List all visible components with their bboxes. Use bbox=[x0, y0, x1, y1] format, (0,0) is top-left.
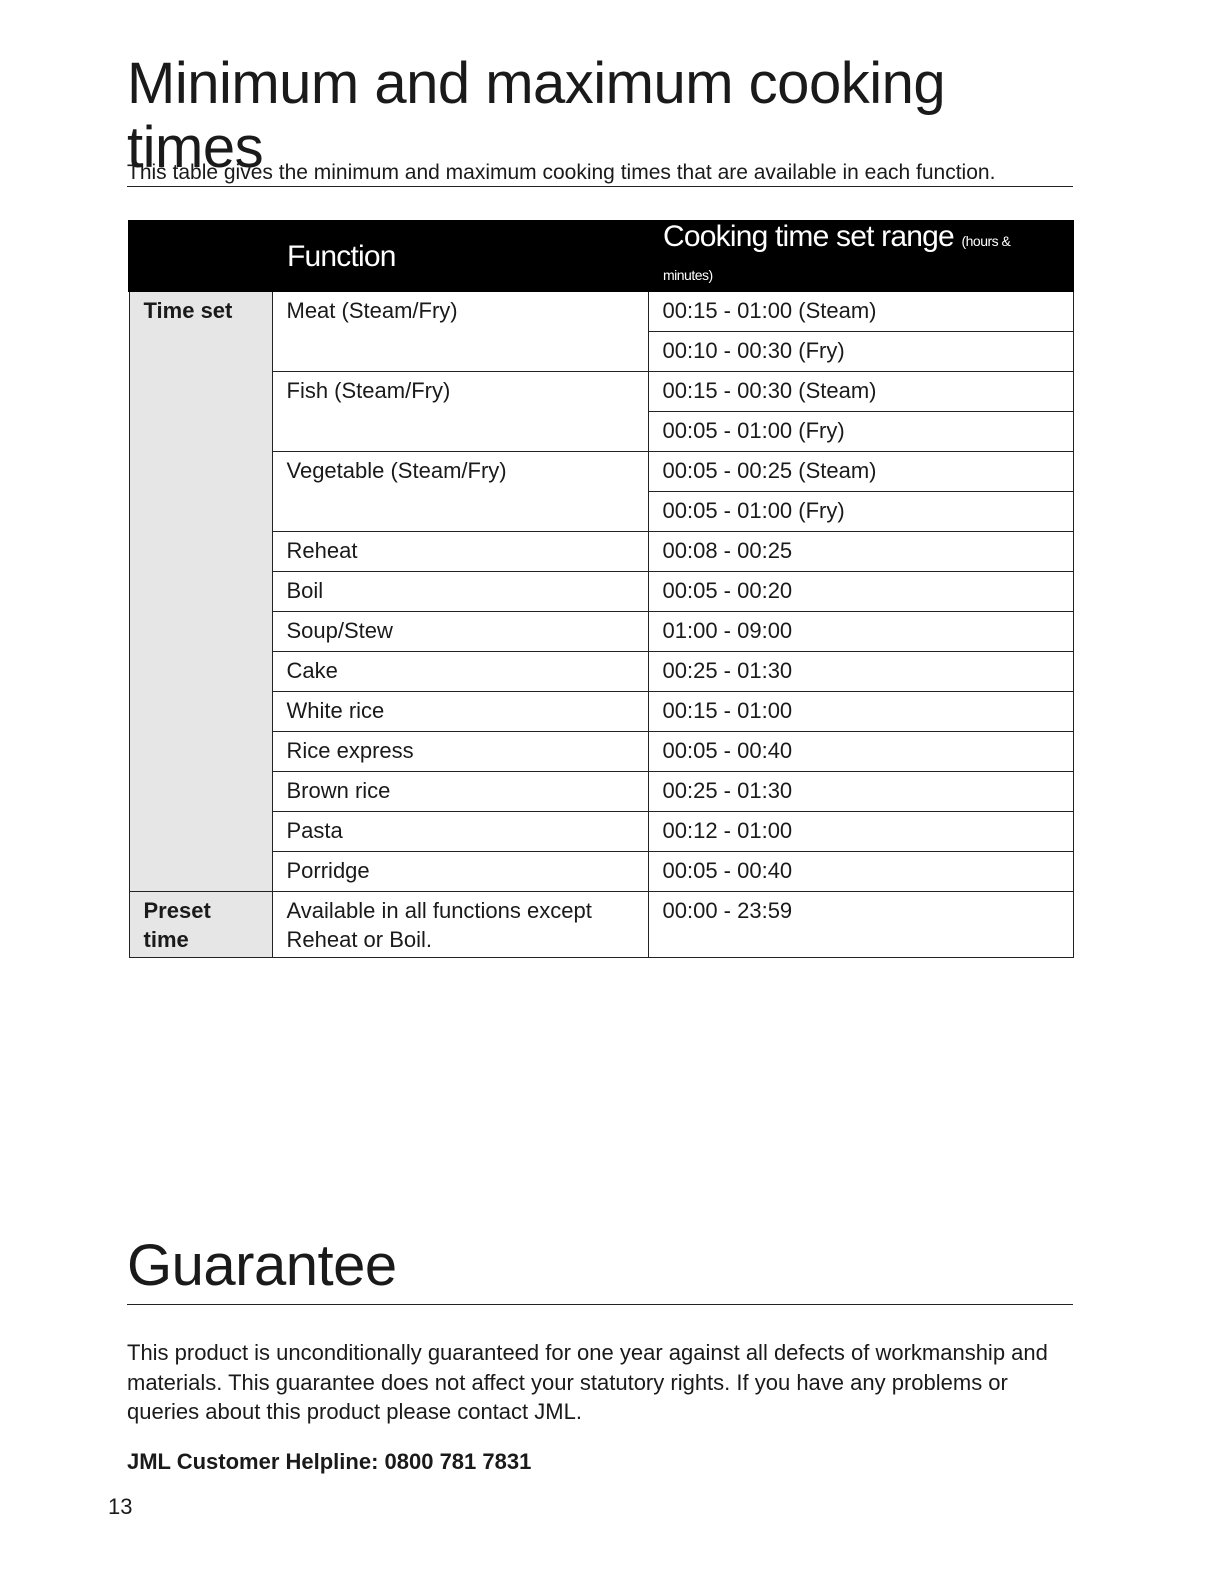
range-cell-preset: 00:00 - 23:59 bbox=[648, 892, 1073, 958]
range-cell: 00:05 - 01:00 (Fry) bbox=[648, 412, 1073, 452]
header-range-unit: (hours & minutes) bbox=[663, 233, 1011, 283]
range-cell: 00:15 - 01:00 bbox=[648, 692, 1073, 732]
guarantee-title: Guarantee bbox=[127, 1234, 1073, 1305]
range-cell: 00:05 - 00:25 (Steam) bbox=[648, 452, 1073, 492]
function-cell: Boil bbox=[272, 572, 648, 612]
function-cell: Porridge bbox=[272, 852, 648, 892]
range-cell: 00:12 - 01:00 bbox=[648, 812, 1073, 852]
function-cell: Fish (Steam/Fry) bbox=[272, 372, 648, 452]
table-body bbox=[129, 291, 1073, 958]
function-cell: Pasta bbox=[272, 812, 648, 852]
customer-helpline: JML Customer Helpline: 0800 781 7831 bbox=[127, 1449, 532, 1474]
range-cell: 00:05 - 00:40 bbox=[648, 732, 1073, 772]
page-title: Minimum and maximum cooking times bbox=[127, 52, 1073, 187]
function-cell: White rice bbox=[272, 692, 648, 732]
function-cell: Reheat bbox=[272, 532, 648, 572]
header-range bbox=[648, 221, 1073, 291]
table-header-row bbox=[129, 221, 1073, 291]
range-cell: 00:05 - 00:40 bbox=[648, 852, 1073, 892]
group-label-time-set: Time set bbox=[129, 291, 272, 892]
range-cell: 00:05 - 00:20 bbox=[648, 572, 1073, 612]
function-cell: Brown rice bbox=[272, 772, 648, 812]
group-label-preset: Preset time bbox=[129, 892, 272, 958]
intro-text: This table gives the minimum and maximum cooking times that are available in each function. bbox=[127, 161, 996, 184]
range-cell: 00:10 - 00:30 (Fry) bbox=[648, 332, 1073, 372]
cooking-times-table bbox=[128, 220, 1074, 958]
table-row-preset bbox=[129, 892, 1073, 958]
range-cell: 00:25 - 01:30 bbox=[648, 772, 1073, 812]
range-cell: 00:05 - 01:00 (Fry) bbox=[648, 492, 1073, 532]
page-number: 13 bbox=[108, 1494, 133, 1519]
header-group bbox=[129, 221, 272, 291]
range-cell: 00:15 - 01:00 (Steam) bbox=[648, 291, 1073, 332]
function-cell: Soup/Stew bbox=[272, 612, 648, 652]
range-cell: 01:00 - 09:00 bbox=[648, 612, 1073, 652]
function-cell: Rice express bbox=[272, 732, 648, 772]
function-cell: Vegetable (Steam/Fry) bbox=[272, 452, 648, 532]
header-function: Function bbox=[272, 221, 648, 291]
range-cell: 00:08 - 00:25 bbox=[648, 532, 1073, 572]
range-cell: 00:15 - 00:30 (Steam) bbox=[648, 372, 1073, 412]
header-range-label: Cooking time set range bbox=[663, 220, 954, 253]
guarantee-text: This product is unconditionally guaranteed for one year against all defects of workmanship and materials. This guarantee does not affect your statutory rights. If you have any problems or queries about this product please contact JML. bbox=[127, 1340, 1048, 1424]
function-cell: Cake bbox=[272, 652, 648, 692]
table-row bbox=[129, 291, 1073, 332]
function-cell: Meat (Steam/Fry) bbox=[272, 291, 648, 372]
function-cell-preset: Available in all functions except Reheat or Boil. bbox=[272, 892, 648, 958]
range-cell: 00:25 - 01:30 bbox=[648, 652, 1073, 692]
